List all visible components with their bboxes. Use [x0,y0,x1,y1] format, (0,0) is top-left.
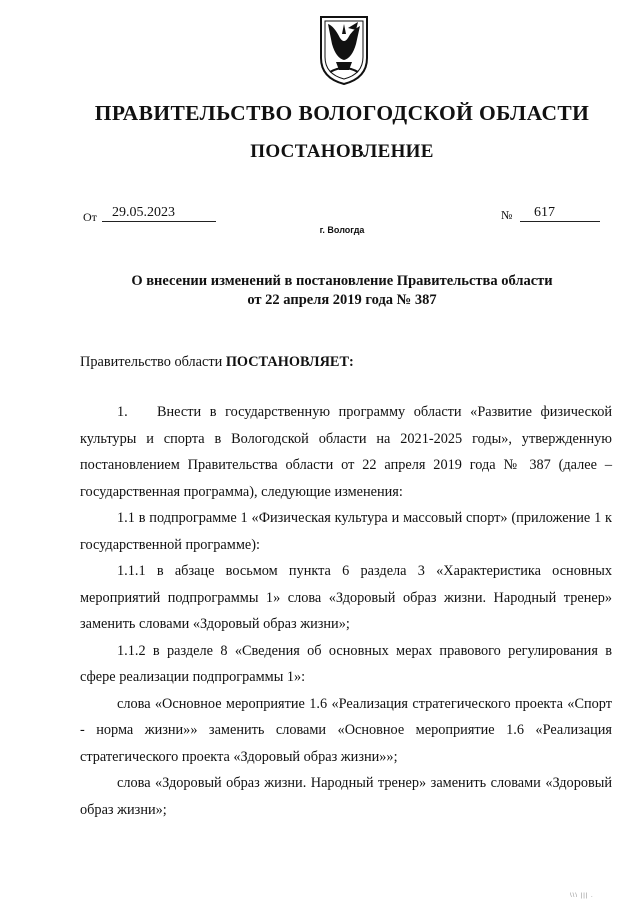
city-name: г. Вологда [319,225,365,235]
subject-line-1: О внесении изменений в постановление Правительства области [131,273,553,289]
document-subject [60,272,624,310]
date-label: От [83,210,97,224]
paragraph-2: 1.1 в подпрограмме 1 «Физическая культура и массовый спорт» (приложение 1 к государственной программе): [80,510,612,553]
document-body [80,399,612,823]
paragraph-6: слова «Здоровый образ жизни. Народный тренер» заменить словами «Здоровый образ жизни»; [80,775,612,818]
scan-mark: \\\ ||| . [570,893,594,899]
preamble-text: Правительство области [80,354,226,370]
paragraph-number: 1. [117,404,128,420]
paragraph-5: слова «Основное мероприятие 1.6 «Реализация стратегического проекта «Спорт - норма жизни»» заменить словами «Основное мероприятие 1.6 «Реализация стратегического проекта «Здоровый образ жизни»»; [80,695,612,765]
number-label: № [501,208,513,222]
paragraph-text: Внести в государственную программу области «Развитие физической культуры и спорта в Вологодской области на 2021-2025 годы», утвержденную постановлением Правительства области от 22 апреля 2019 года № 387 (далее – государственная программа), следующие изменения: [80,404,612,500]
document-number: 617 [520,204,600,222]
coat-of-arms-emblem [318,14,370,86]
government-title: ПРАВИТЕЛЬСТВО ВОЛОГОДСКОЙ ОБЛАСТИ [94,101,590,125]
preamble [80,349,612,376]
document-type: ПОСТАНОВЛЕНИЕ [250,141,434,162]
paragraph-3: 1.1.1 в абзаце восьмом пункта 6 раздела 3 «Характеристика основных мероприятий подпрограммы 1» слова «Здоровый образ жизни. Народный тренер» заменить словами «Здоровый образ жизни»; [80,563,612,632]
paragraph-4: 1.1.2 в разделе 8 «Сведения об основных мерах правового регулирования в сфере реализации подпрограммы 1»: [80,642,612,685]
paragraph-1 [80,399,612,505]
preamble-emphasis: ПОСТАНОВЛЯЕТ: [225,354,354,370]
document-date: 29.05.2023 [102,204,216,222]
subject-line-2: от 22 апреля 2019 года № 387 [247,292,437,308]
